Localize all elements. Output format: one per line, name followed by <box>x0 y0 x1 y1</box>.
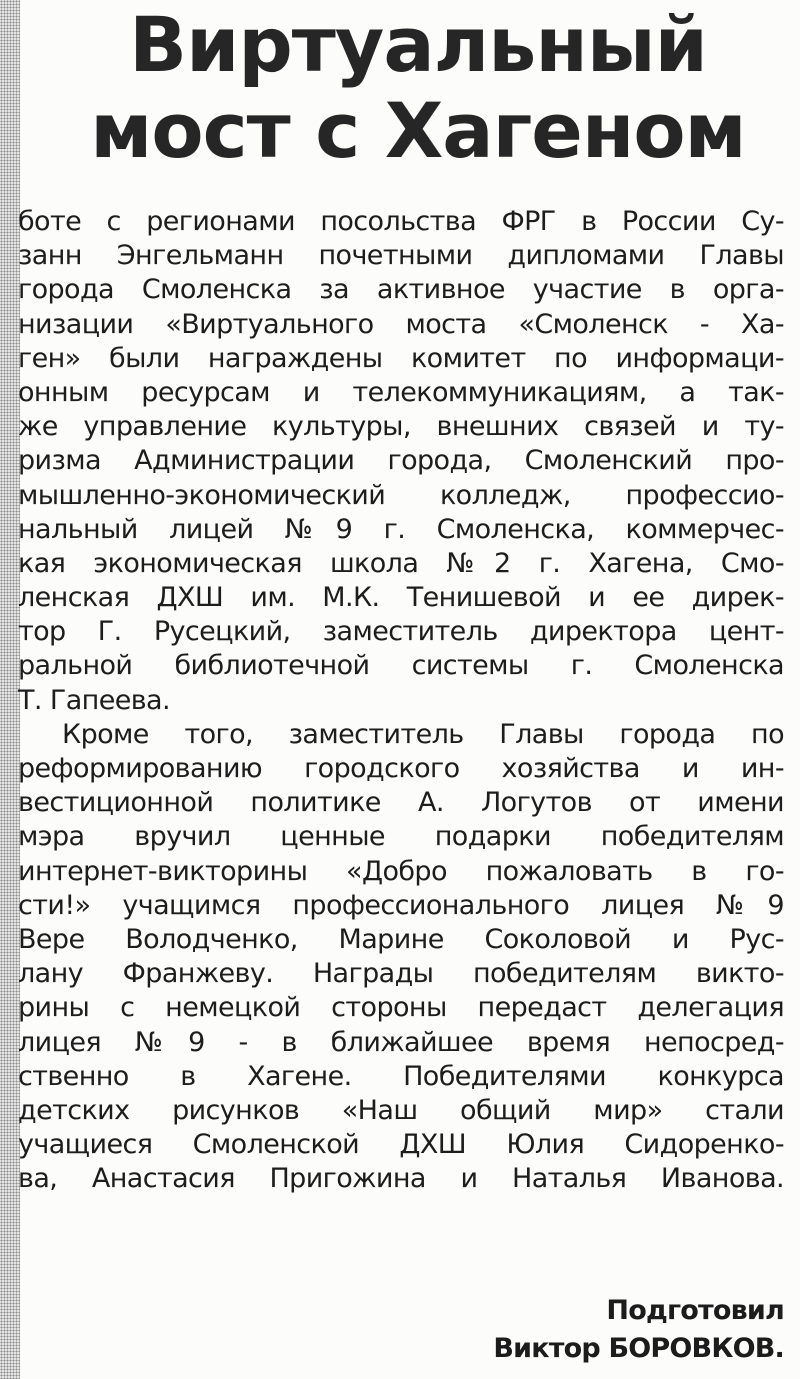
body-line: детских рисунков «Наш общий мир» стали <box>18 1094 784 1126</box>
body-line: кая экономическая школа №2 г. Хагена, Смо- <box>18 547 784 579</box>
headline-line-2: мост с Хагеном <box>90 86 746 175</box>
body-line: боте с регионами посольства ФРГ в России Су- <box>18 206 784 237</box>
article-body <box>18 205 784 1196</box>
body-line: рины с немецкой стороны передаст делегация <box>18 992 784 1024</box>
body-line: ген» были награждены комитет по информаци- <box>18 342 784 374</box>
body-line: занн Энгельманн почетными дипломами Главы <box>18 240 784 272</box>
body-line: лану Франжеву. Награды победителям викто- <box>18 958 784 990</box>
body-line: ленская ДХШ им. М.К. Тенишевой и ее дирек- <box>18 582 784 614</box>
body-line: города Смоленска за активное участие в орга- <box>18 274 784 306</box>
body-line: же управление культуры, внешних связей и ту- <box>18 411 784 443</box>
signature-author-name: Виктор БОРОВКОВ. <box>493 1333 784 1364</box>
body-line: Вере Володченко, Марине Соколовой и Рус- <box>18 923 784 955</box>
article <box>18 0 788 1379</box>
body-line: интернет-викторины «Добро пожаловать в го- <box>18 855 784 887</box>
body-line: мышленно-экономический колледж, профессио- <box>18 479 784 511</box>
body-line: ва, Анастасия Пригожина и Наталья Иванова. <box>18 1163 784 1195</box>
article-headline <box>68 2 768 174</box>
body-line: мэра вручил ценные подарки победителям <box>18 821 784 853</box>
body-line: реформированию городского хозяйства и ин- <box>18 753 784 784</box>
body-line: низации «Виртуального моста «Смоленск - Ха- <box>18 308 784 340</box>
body-line: онным ресурсам и телекоммуникациям, а так- <box>18 376 784 408</box>
headline-line-1: Виртуальный <box>129 0 707 89</box>
body-line: лицея №9 - в ближайшее время непосред- <box>18 1026 784 1058</box>
author-signature <box>493 1292 784 1368</box>
body-line: нальный лицей №9 г. Смоленска, коммерчес- <box>18 513 784 545</box>
body-line: Т. Гапеева. <box>18 684 170 716</box>
signature-prepared-by: Подготовил <box>606 1295 784 1326</box>
body-line: вестиционной политике А. Логутов от имени <box>18 787 784 819</box>
body-line: ризма Администрации города, Смоленский про- <box>18 445 784 477</box>
scan-edge-halftone <box>0 0 20 1379</box>
body-line: ственно в Хагене. Победителями конкурса <box>18 1060 784 1092</box>
body-line: учащиеся Смоленской ДХШ Юлия Сидоренко- <box>18 1129 784 1161</box>
body-line: тор Г. Русецкий, заместитель директора цент- <box>18 616 784 648</box>
body-line: сти!» учащимся профессионального лицея №9 <box>18 889 784 921</box>
body-line: ральной библиотечной системы г. Смоленска <box>18 650 784 682</box>
body-line: Кроме того, заместитель Главы города по <box>62 718 784 750</box>
